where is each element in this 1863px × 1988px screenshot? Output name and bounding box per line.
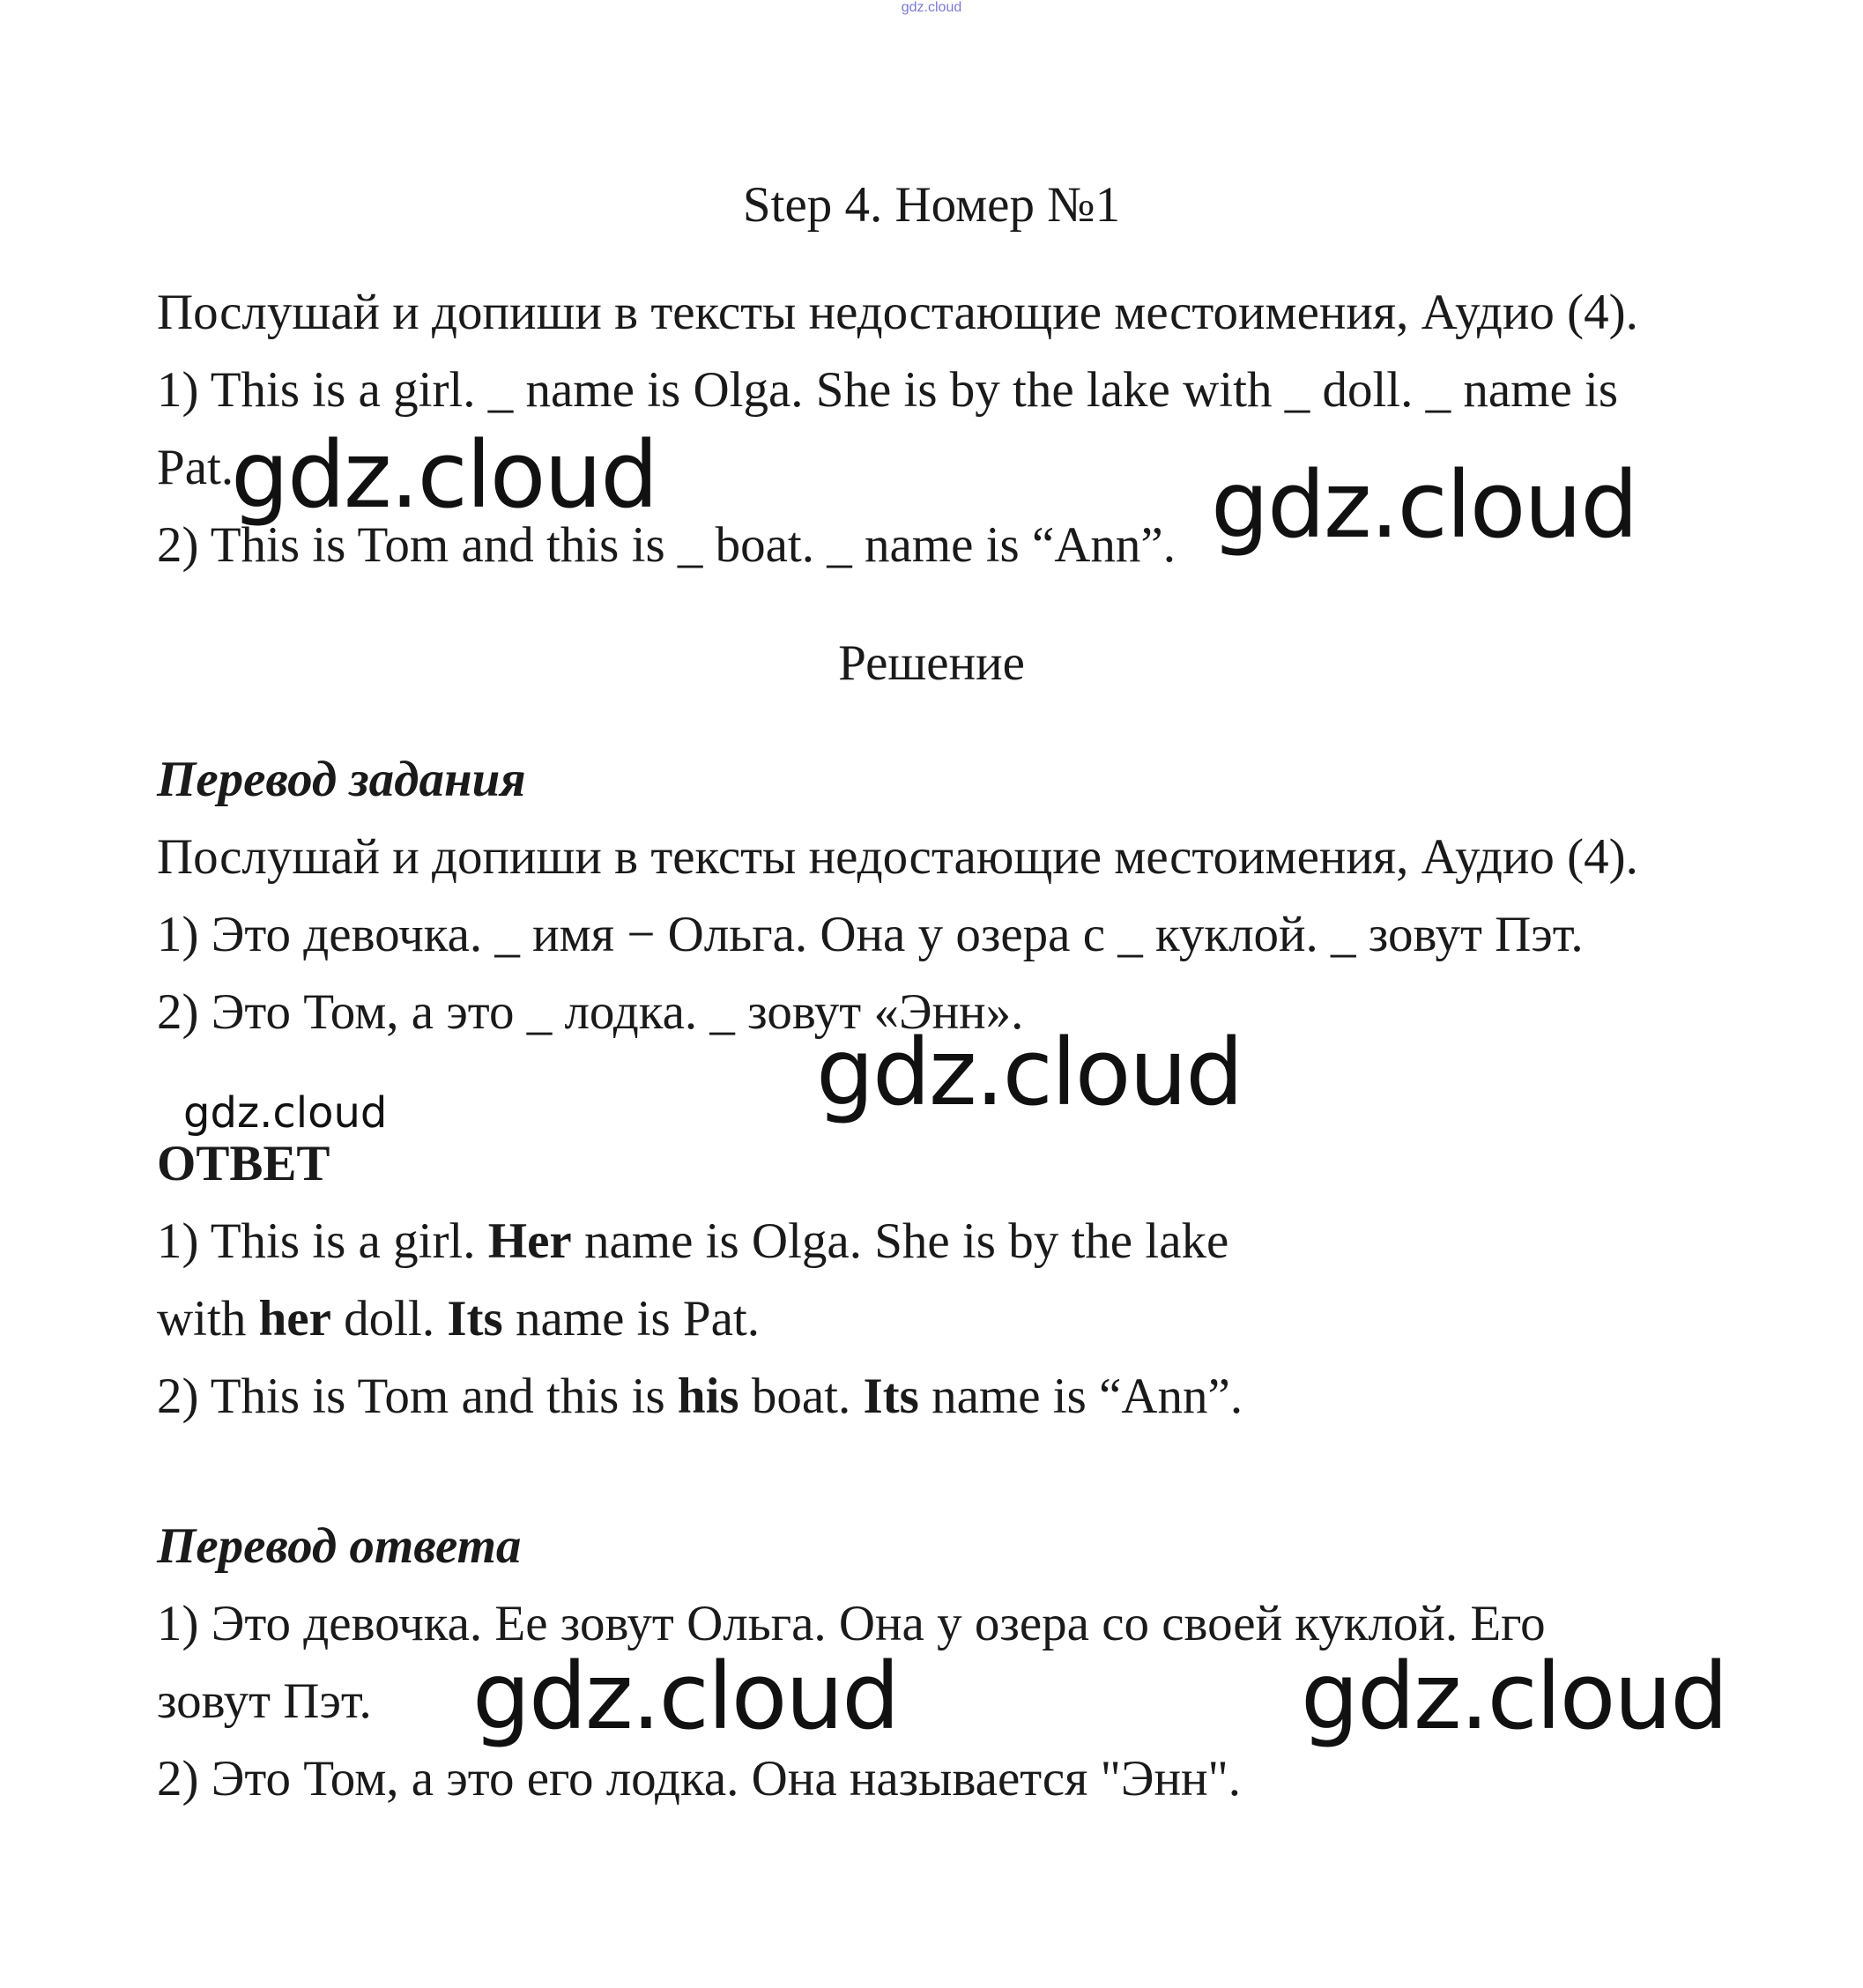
watermark-text: gdz.cloud [816,1019,1243,1126]
answer-translation-line-1a: 1) Это девочка. Ее зовут Ольга. Она у озера со своей куклой. Его [157,1596,1546,1651]
watermark-text: gdz.cloud [1211,451,1637,559]
task-translation-instruction: Послушай и допиши в тексты недостающие местоимения, Аудио (4). [157,829,1638,885]
task-line-1a: 1) This is a girl. _ name is Olga. She is by the lake with _ doll. _ name is [157,362,1619,418]
answer-line-2: with her doll. Its name is Pat. [157,1291,760,1346]
task-line-2: 2) This is Tom and this is _ boat. _ name is “Ann”. [157,517,1176,573]
answer-translation-line-2: 2) Это Том, а это его лодка. Она называется "Энн". [157,1751,1242,1806]
answer-line-3: 2) This is Tom and this is his boat. Its name is “Ann”. [157,1369,1243,1424]
watermark-text: gdz.cloud [231,421,657,529]
answer-pronoun: Its [863,1369,919,1424]
task-translation-heading: Перевод задания [157,752,526,807]
watermark-text: gdz.cloud [183,1088,388,1138]
answer-translation-line-1b: зовут Пэт. [157,1673,372,1729]
task-instruction: Послушай и допиши в тексты недостающие местоимения, Аудио (4). [157,285,1638,340]
task-line-1b: Pat. [157,440,234,495]
solution-title: Решение [838,635,1025,691]
answer-translation-heading: Перевод ответа [157,1518,522,1574]
top-watermark-label: gdz.cloud [901,0,962,15]
watermark-text: gdz.cloud [472,1643,899,1750]
task-translation-line-1: 1) Это девочка. _ имя − Ольга. Она у озера с _ куклой. _ зовут Пэт. [157,907,1584,962]
answer-line-1: 1) This is a girl. Her name is Olga. She is by the lake [157,1213,1229,1269]
task-translation-line-2: 2) Это Том, а это _ лодка. _ зовут «Энн». [157,984,1024,1040]
page-title: Step 4. Номер №1 [742,177,1121,233]
answer-pronoun: Her [487,1213,572,1269]
answer-heading: ОТВЕТ [157,1136,330,1191]
answer-pronoun: his [677,1369,739,1424]
watermark-text: gdz.cloud [1301,1643,1727,1750]
answer-pronoun: her [258,1291,331,1346]
answer-pronoun: Its [447,1291,503,1346]
